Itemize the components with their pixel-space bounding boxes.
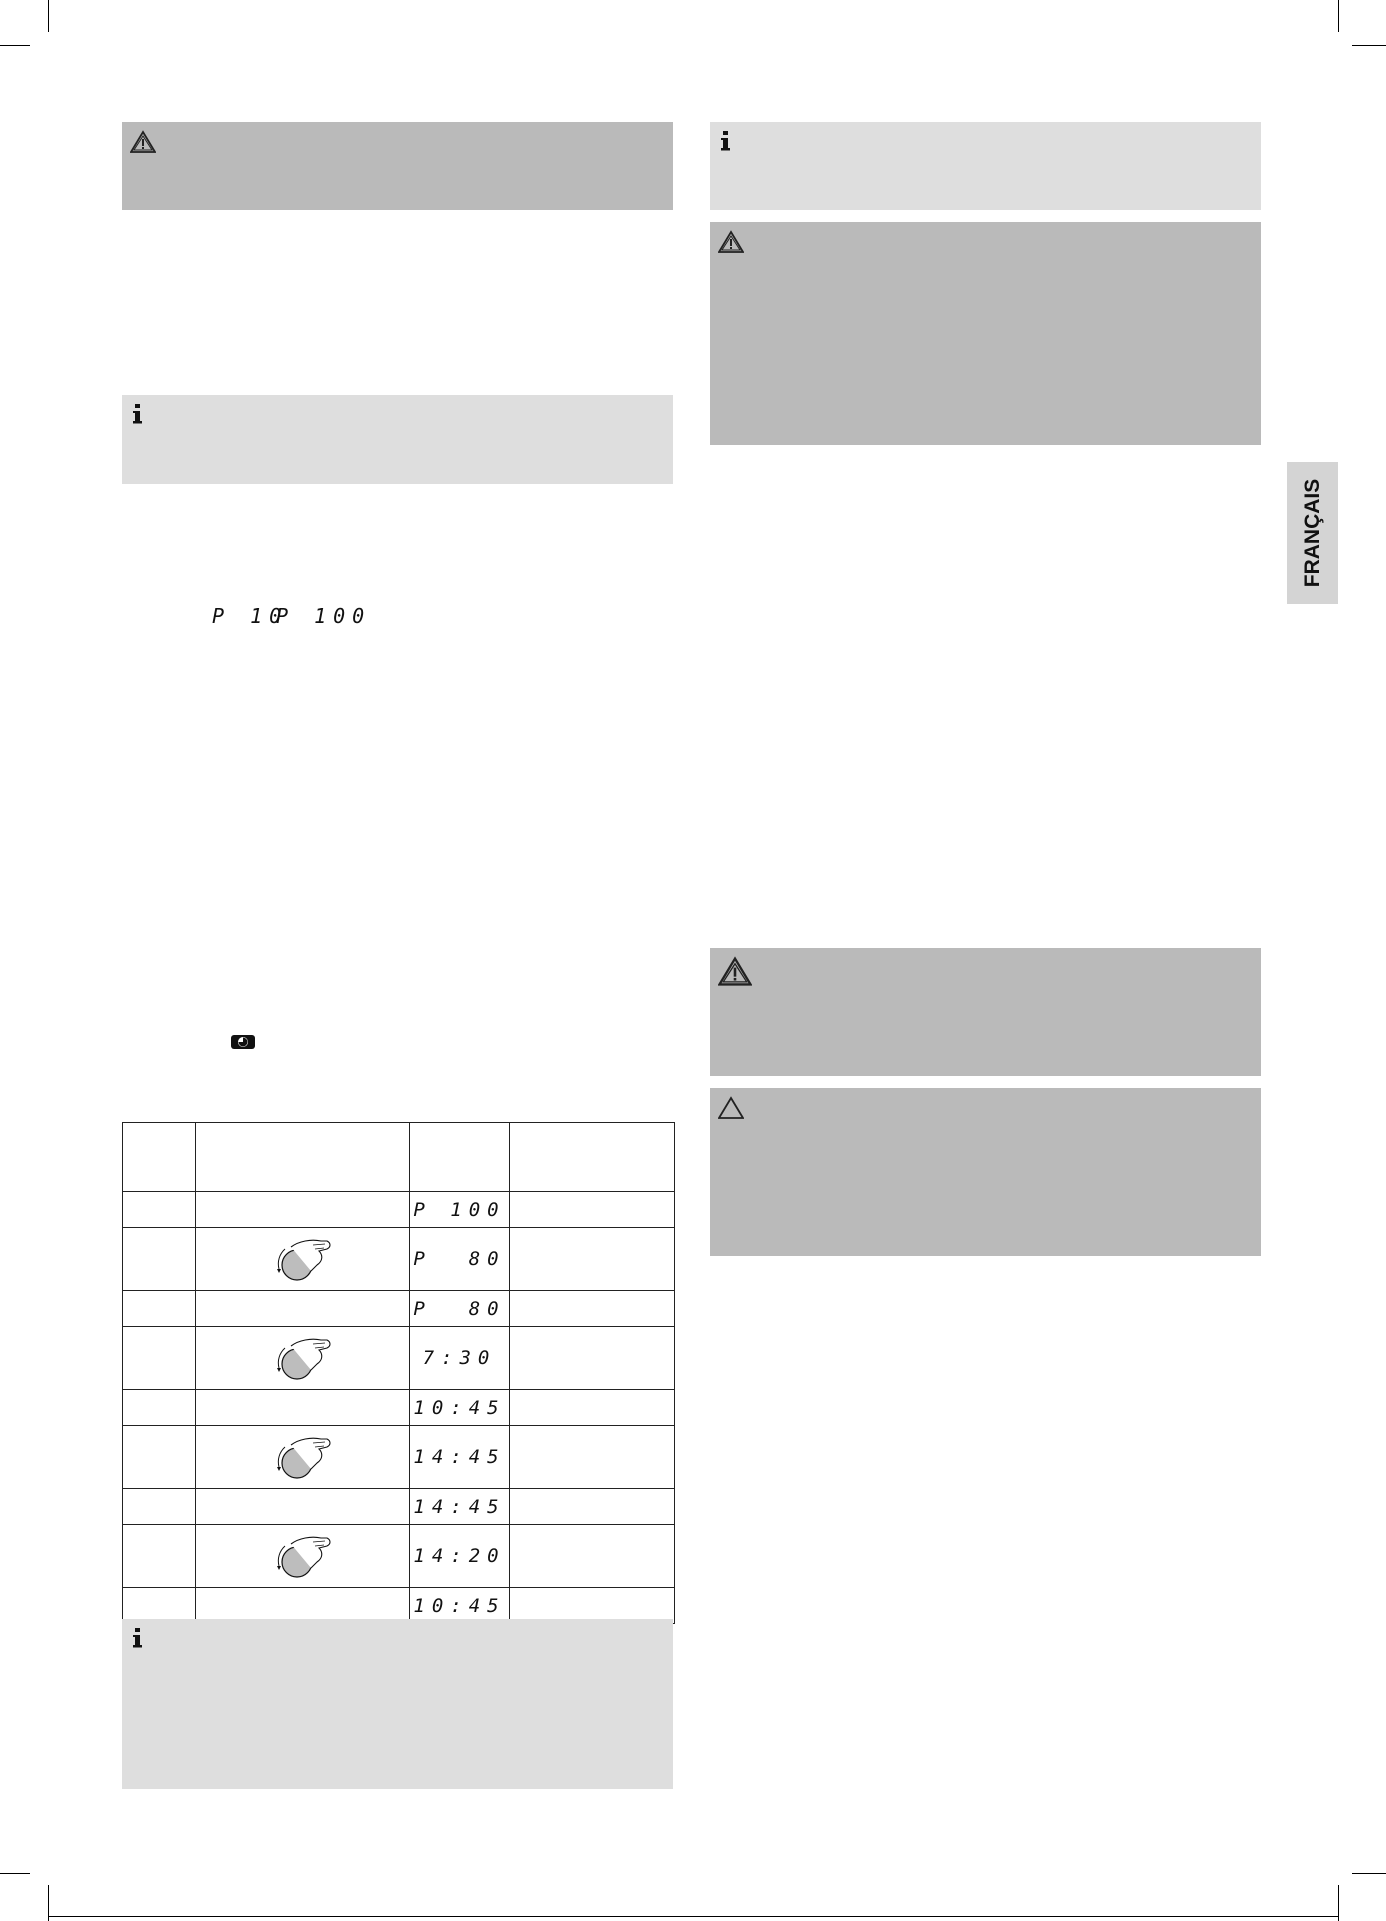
table-row xyxy=(123,1228,675,1291)
step-cell xyxy=(123,1228,196,1291)
action-cell xyxy=(196,1390,410,1426)
display-cell xyxy=(410,1426,510,1489)
display-readout: 10:45 xyxy=(413,1396,506,1419)
info-box-left-bottom xyxy=(122,1619,673,1789)
action-cell xyxy=(196,1228,410,1291)
crop-mark xyxy=(1338,1885,1339,1921)
table-row xyxy=(123,1489,675,1525)
action-cell xyxy=(196,1525,410,1588)
table-row xyxy=(123,1390,675,1426)
caution-box-right-3 xyxy=(710,1088,1261,1256)
step-cell xyxy=(123,1426,196,1489)
table-row xyxy=(123,1291,675,1327)
step-cell xyxy=(123,1327,196,1390)
remark-cell xyxy=(510,1327,675,1390)
crop-mark xyxy=(1352,45,1386,46)
display-readout: 10:45 xyxy=(413,1594,506,1617)
remark-cell xyxy=(510,1291,675,1327)
remark-cell xyxy=(510,1426,675,1489)
display-readout: 7:30 xyxy=(422,1347,497,1369)
language-tab xyxy=(1287,462,1338,604)
table-row xyxy=(123,1192,675,1228)
warning-box-right-1 xyxy=(710,222,1261,445)
table-row xyxy=(123,1327,675,1390)
action-cell xyxy=(196,1192,410,1228)
display-cell xyxy=(410,1390,510,1426)
crop-mark xyxy=(0,45,30,46)
crop-mark xyxy=(1338,0,1339,32)
step-cell xyxy=(123,1390,196,1426)
language-tab-label: FRANÇAIS xyxy=(1300,478,1324,588)
step-cell xyxy=(123,1489,196,1525)
display-readout: 14:20 xyxy=(413,1545,506,1567)
table-header-cell xyxy=(410,1123,510,1192)
warning-triangle-icon xyxy=(718,956,752,987)
power-max-display: P 100 xyxy=(276,604,372,628)
display-cell xyxy=(410,1489,510,1525)
info-icon xyxy=(718,130,732,152)
crop-mark xyxy=(48,0,49,32)
steps-table xyxy=(122,1122,675,1624)
power-min-display: P 10 xyxy=(212,604,289,628)
action-cell xyxy=(196,1426,410,1489)
remark-cell xyxy=(510,1228,675,1291)
warning-triangle-icon xyxy=(130,130,156,154)
warning-box-top-left xyxy=(122,122,673,210)
table-row xyxy=(123,1426,675,1489)
timer-icon xyxy=(230,1034,256,1050)
display-readout: P 80 xyxy=(413,1248,506,1270)
table-row xyxy=(123,1525,675,1588)
crop-mark xyxy=(0,1873,30,1874)
bottom-rule xyxy=(48,1916,1338,1917)
step-cell xyxy=(123,1192,196,1228)
info-box-left-1 xyxy=(122,395,673,484)
crop-mark xyxy=(1352,1873,1386,1874)
action-cell xyxy=(196,1327,410,1390)
rotary-knob-icon xyxy=(267,1235,339,1283)
step-cell xyxy=(123,1291,196,1327)
rotary-knob-icon xyxy=(267,1433,339,1481)
info-icon xyxy=(130,1627,144,1649)
table-header-cell xyxy=(510,1123,675,1192)
display-readout: P 100 xyxy=(413,1198,506,1221)
display-cell xyxy=(410,1291,510,1327)
action-cell xyxy=(196,1489,410,1525)
table-header-cell xyxy=(196,1123,410,1192)
remark-cell xyxy=(510,1525,675,1588)
display-cell xyxy=(410,1525,510,1588)
rotary-knob-icon xyxy=(267,1532,339,1580)
display-cell xyxy=(410,1228,510,1291)
action-cell xyxy=(196,1291,410,1327)
warning-box-right-2 xyxy=(710,948,1261,1076)
warning-triangle-icon xyxy=(718,230,744,254)
table-header-cell xyxy=(123,1123,196,1192)
display-cell xyxy=(410,1327,510,1390)
display-readout: P 80 xyxy=(413,1297,506,1320)
display-readout: 14:45 xyxy=(413,1495,506,1518)
remark-cell xyxy=(510,1192,675,1228)
table-header-row xyxy=(123,1123,675,1192)
caution-triangle-icon xyxy=(718,1096,744,1120)
step-cell xyxy=(123,1525,196,1588)
remark-cell xyxy=(510,1390,675,1426)
display-readout: 14:45 xyxy=(413,1446,506,1468)
rotary-knob-icon xyxy=(267,1334,339,1382)
remark-cell xyxy=(510,1489,675,1525)
display-cell xyxy=(410,1192,510,1228)
info-icon xyxy=(130,403,144,425)
info-box-right-top xyxy=(710,122,1261,210)
